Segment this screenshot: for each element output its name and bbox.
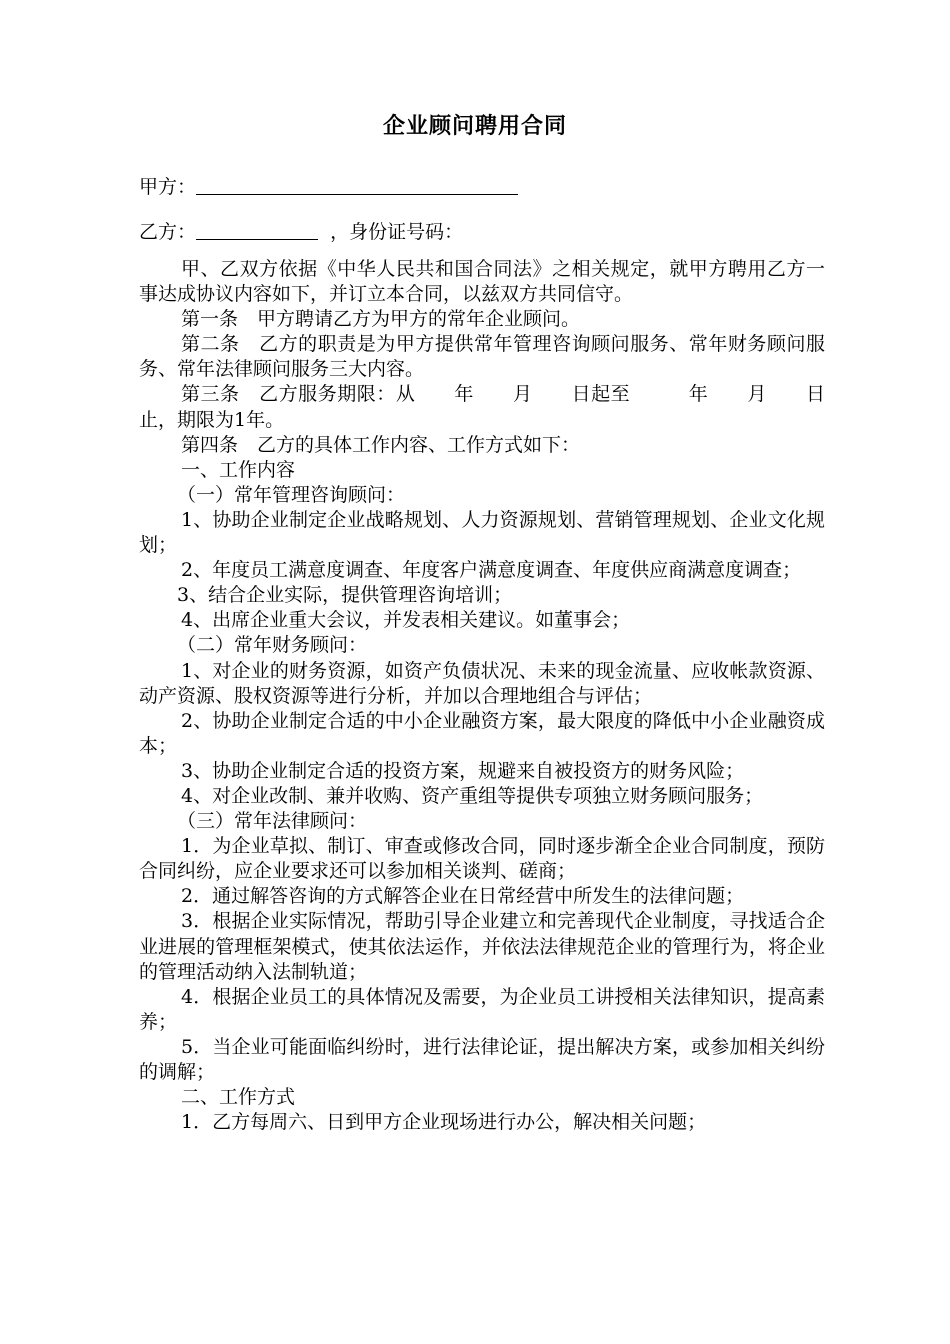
list-item: 4、对企业改制、兼并收购、资产重组等提供专项独立财务顾问服务； bbox=[181, 784, 764, 807]
subsection-finance: （二）常年财务顾问： bbox=[177, 634, 368, 657]
list-item: 1．为企业草拟、制订、审查或修改合同，同时逐步渐全企业合同制度，预防合同纠纷，应企业要求还可以参加相关谈判、磋商； bbox=[139, 835, 825, 883]
list-item: 5．当企业可能面临纠纷时，进行法律论证，提出解决方案，或参加相关纠纷的调解； bbox=[139, 1035, 825, 1083]
list-item: 4、出席企业重大会议，并发表相关建议。如董事会； bbox=[181, 609, 631, 632]
article-4: 第四条 乙方的具体工作内容、工作方式如下： bbox=[181, 433, 581, 456]
party-b-blank bbox=[196, 219, 318, 240]
list-item: 1．乙方每周六、日到甲方企业现场进行办公，解决相关问题； bbox=[181, 1111, 707, 1134]
party-a-label: 甲方： bbox=[139, 176, 197, 198]
list-item: 2、协助企业制定合适的中小企业融资方案，最大限度的降低中小企业融资成本； bbox=[139, 709, 825, 757]
list-item: 1、对企业的财务资源，如资产负债状况、未来的现金流量、应收帐款资源、动产资源、股权资源等进行分析，并加以合理地组合与评估； bbox=[139, 659, 825, 707]
list-item: 2、年度员工满意度调查、年度客户满意度调查、年度供应商满意度调查； bbox=[181, 559, 802, 582]
list-item: 4．根据企业员工的具体情况及需要，为企业员工讲授相关法律知识，提高素养； bbox=[139, 985, 825, 1033]
subsection-legal: （三）常年法律顾问： bbox=[177, 810, 368, 833]
list-item: 2．通过解答咨询的方式解答企业在日常经营中所发生的法律问题； bbox=[181, 885, 745, 908]
party-a-line bbox=[139, 174, 518, 200]
article-3: 第三条 乙方服务期限：从 年 月 日起至 年 月 日止，期限为1年。 bbox=[139, 383, 825, 431]
party-b-line bbox=[139, 219, 463, 245]
subsection-management: （一）常年管理咨询顾问： bbox=[177, 483, 406, 506]
party-b-label: 乙方： bbox=[139, 221, 197, 243]
document-title: 企业顾问聘用合同 bbox=[382, 113, 567, 139]
list-item: 3．根据企业实际情况，帮助引导企业建立和完善现代企业制度，寻找适合企业进展的管理框架模式，使其依法运作，并依法法律规范企业的管理行为，将企业的管理活动纳入法制轨道； bbox=[139, 910, 825, 983]
article-2: 第二条 乙方的职责是为甲方提供常年管理咨询顾问服务、常年财务顾问服务、常年法律顾问服务三大内容。 bbox=[139, 333, 825, 381]
list-item: 3、结合企业实际，提供管理咨询培训； bbox=[177, 584, 513, 607]
intro-paragraph: 甲、乙双方依据《中华人民共和国合同法》之相关规定，就甲方聘用乙方一事达成协议内容如下，并订立本合同，以兹双方共同信守。 bbox=[139, 258, 825, 306]
list-item: 3、协助企业制定合适的投资方案，规避来自被投资方的财务风险； bbox=[181, 759, 745, 782]
section-heading-work-content: 一、工作内容 bbox=[181, 458, 296, 481]
list-item: 1、协助企业制定企业战略规划、人力资源规划、营销管理规划、企业文化规划； bbox=[139, 508, 825, 557]
section-heading-work-method: 二、工作方式 bbox=[181, 1086, 296, 1109]
article-1: 第一条 甲方聘请乙方为甲方的常年企业顾问。 bbox=[181, 308, 581, 331]
contract-body bbox=[139, 257, 825, 1135]
party-a-blank bbox=[196, 174, 518, 195]
party-b-id-label: ，身份证号码： bbox=[330, 221, 464, 243]
